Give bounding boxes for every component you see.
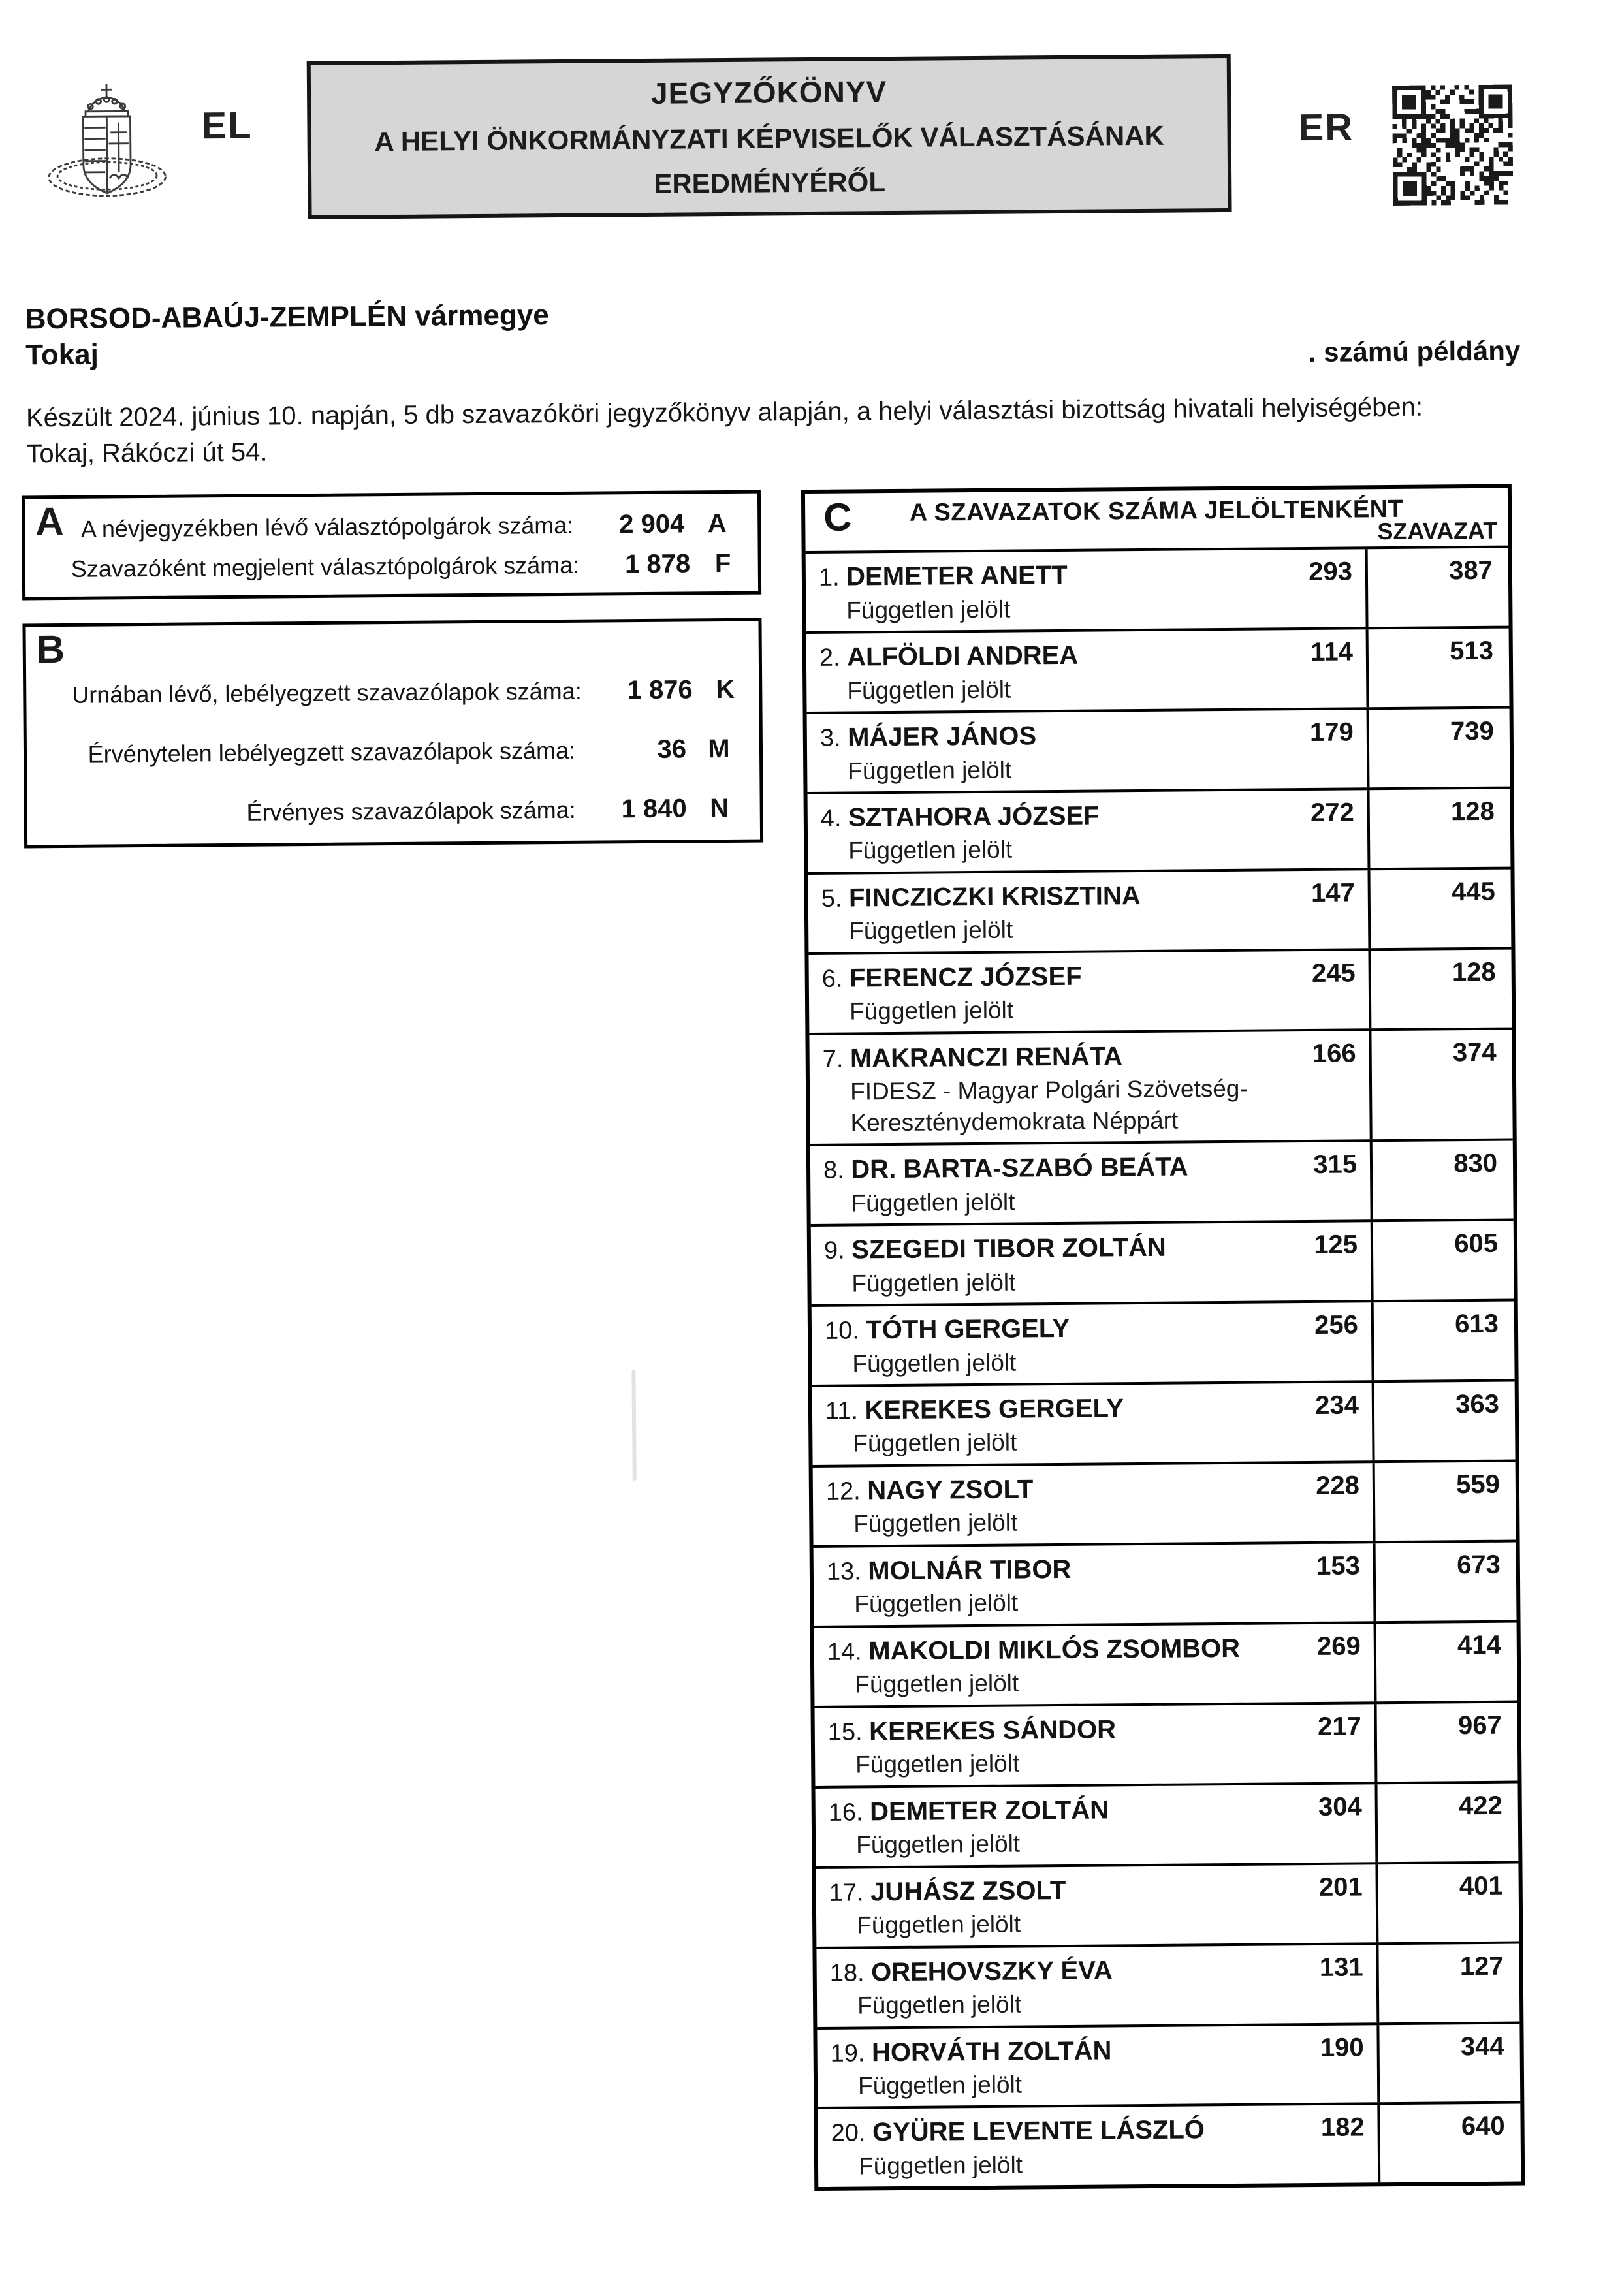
- candidate-info: [830, 1953, 1266, 2021]
- candidate-party: Független jelölt: [852, 1345, 1260, 1379]
- candidate-name: HORVÁTH ZOLTÁN: [872, 2036, 1112, 2067]
- candidate-left-number: 201: [1265, 1872, 1370, 1938]
- candidate-cell: [806, 629, 1369, 712]
- candidate-cell: [812, 1302, 1374, 1385]
- stat-label: Urnában lévő, lebélyegzett szavazólapok száma:: [72, 678, 582, 709]
- candidate-order-number: 10.: [825, 1317, 859, 1344]
- candidate-left-number: 114: [1255, 637, 1360, 702]
- stat-label: Érvényes szavazólapok száma:: [73, 796, 576, 828]
- candidate-cell: [816, 1864, 1378, 1947]
- candidate-party: Független jelölt: [856, 1827, 1264, 1861]
- page-title-line1: JEGYZŐKÖNYV: [651, 74, 887, 111]
- candidate-cell: [815, 1784, 1378, 1866]
- candidate-left-number: 234: [1261, 1391, 1366, 1456]
- candidate-party: Független jelölt: [848, 752, 1256, 786]
- candidate-left-number: 315: [1259, 1150, 1364, 1215]
- candidate-cell: [808, 951, 1371, 1033]
- candidate-party: Független jelölt: [857, 1987, 1265, 2021]
- candidate-left-number: 147: [1257, 878, 1362, 943]
- candidate-votes: 830: [1373, 1141, 1514, 1220]
- candidate-left-number: 245: [1258, 958, 1363, 1024]
- stat-code: N: [687, 794, 752, 824]
- candidate-name-line: [819, 638, 1255, 674]
- candidate-party: Független jelölt: [851, 1184, 1259, 1218]
- candidate-order-number: 19.: [831, 2039, 865, 2067]
- candidate-name-line: [827, 1632, 1263, 1667]
- box-b-letter: B: [36, 627, 65, 672]
- candidate-order-number: 20.: [831, 2120, 865, 2147]
- candidate-order-number: 17.: [829, 1879, 864, 1906]
- candidate-votes: 513: [1369, 629, 1510, 708]
- municipality-name: Tokaj: [25, 333, 549, 373]
- candidate-cell: [812, 1383, 1375, 1465]
- candidate-name-line: [830, 1953, 1265, 1989]
- stat-value: 1 878: [579, 549, 690, 579]
- candidate-party: Független jelölt: [853, 1505, 1262, 1539]
- candidate-cell: [815, 1704, 1378, 1786]
- candidate-left-number: 272: [1256, 798, 1361, 863]
- candidate-votes: 559: [1375, 1462, 1516, 1541]
- candidate-name-line: [824, 1231, 1260, 1266]
- candidate-cell: [808, 870, 1371, 952]
- candidate-name: JUHÁSZ ZSOLT: [870, 1876, 1066, 1906]
- stat-label: Szavazóként megjelent választópolgárok száma:: [71, 552, 580, 583]
- stat-code: F: [690, 549, 755, 579]
- candidate-info: [827, 1552, 1263, 1620]
- candidate-party: Független jelölt: [855, 1746, 1263, 1780]
- candidate-votes: 128: [1371, 949, 1512, 1028]
- candidate-party: Független jelölt: [846, 591, 1254, 625]
- stat-code: K: [693, 675, 758, 705]
- candidate-votes: 445: [1370, 869, 1511, 948]
- candidate-votes: 401: [1378, 1863, 1519, 1942]
- szavazat-column-header: SZAVAZAT: [1377, 517, 1497, 545]
- intro-paragraph: [26, 389, 1502, 473]
- stat-row: [71, 509, 750, 544]
- candidate-name-line: [825, 1312, 1260, 1347]
- candidate-name-line: [819, 558, 1254, 593]
- candidate-info: [823, 1039, 1259, 1139]
- candidate-left-number: 125: [1260, 1230, 1365, 1295]
- candidate-name: GYÜRE LEVENTE LÁSZLÓ: [872, 2116, 1205, 2147]
- candidate-left-number: 153: [1262, 1551, 1367, 1616]
- scan-artifact: [631, 1370, 636, 1481]
- candidate-name: KEREKES GERGELY: [865, 1394, 1124, 1424]
- candidate-left-number: 131: [1265, 1953, 1371, 2018]
- table-c-body: [806, 548, 1521, 2188]
- candidate-row: [806, 548, 1509, 631]
- candidate-left-number: 179: [1256, 717, 1361, 783]
- candidate-left-number: 217: [1263, 1712, 1369, 1777]
- candidate-info: [819, 638, 1256, 706]
- county-name: BORSOD-ABAÚJ-ZEMPLÉN vármegye: [25, 297, 549, 337]
- candidate-info: [823, 1151, 1260, 1219]
- candidate-votes: 344: [1379, 2024, 1520, 2103]
- candidate-party: Független jelölt: [857, 1907, 1265, 1941]
- candidate-party: Független jelölt: [847, 672, 1255, 706]
- candidate-info: [830, 2034, 1266, 2101]
- location-block: [25, 297, 550, 373]
- box-b: [22, 618, 763, 849]
- form-code-el: EL: [201, 104, 253, 148]
- candidate-row: [818, 2101, 1521, 2187]
- box-a: [22, 490, 761, 601]
- intro-line1: Készült 2024. június 10. napján, 5 db szavazóköri jegyzőkönyv alapján, a helyi választási bizottság hivatali helyiségében:: [26, 389, 1502, 437]
- candidate-name-line: [823, 1039, 1258, 1075]
- candidate-row: [809, 1027, 1512, 1144]
- candidate-row: [813, 1459, 1516, 1545]
- candidate-info: [821, 798, 1257, 866]
- box-b-rows: [25, 621, 760, 845]
- candidate-votes: 363: [1374, 1381, 1516, 1460]
- candidate-info: [825, 1312, 1261, 1379]
- candidate-order-number: 13.: [827, 1558, 861, 1585]
- candidate-votes: 739: [1369, 708, 1510, 787]
- candidate-order-number: 9.: [824, 1237, 845, 1265]
- candidate-votes: 414: [1376, 1622, 1517, 1701]
- document-title-box: [307, 54, 1232, 219]
- candidate-votes: 613: [1374, 1301, 1515, 1380]
- candidate-row: [814, 1620, 1517, 1705]
- candidate-name: OREHOVSZKY ÉVA: [871, 1956, 1113, 1987]
- candidate-name-line: [820, 719, 1256, 754]
- candidate-name-line: [830, 2034, 1265, 2069]
- candidate-row: [814, 1539, 1517, 1625]
- candidate-cell: [816, 1945, 1379, 2027]
- candidate-votes: 673: [1376, 1542, 1517, 1621]
- form-code-er: ER: [1298, 105, 1354, 149]
- candidate-name: TÓTH GERGELY: [866, 1314, 1070, 1344]
- stat-code: A: [684, 509, 750, 539]
- candidate-party: Független jelölt: [855, 1666, 1263, 1700]
- candidate-votes: 422: [1377, 1783, 1518, 1862]
- candidate-party: FIDESZ - Magyar Polgári Szövetség- Kereszténydemokrata Néppárt: [850, 1073, 1259, 1139]
- candidate-votes: 374: [1371, 1030, 1512, 1139]
- candidate-row: [812, 1298, 1515, 1384]
- page-title-line3: EREDMÉNYÉRŐL: [654, 166, 885, 200]
- qr-code: [1392, 85, 1513, 206]
- candidate-order-number: 14.: [827, 1638, 862, 1665]
- candidate-party: Független jelölt: [853, 1425, 1261, 1459]
- candidate-info: [819, 558, 1255, 626]
- candidate-name-line: [829, 1793, 1264, 1828]
- candidate-name-line: [828, 1712, 1263, 1748]
- candidate-row: [808, 947, 1512, 1032]
- candidate-name-line: [827, 1552, 1262, 1587]
- candidate-row: [808, 866, 1511, 952]
- candidate-party: Független jelölt: [848, 832, 1256, 866]
- candidate-info: [822, 959, 1258, 1027]
- stat-value: 1 876: [582, 675, 693, 705]
- candidate-name-line: [829, 1873, 1265, 1908]
- candidate-order-number: 3.: [820, 725, 841, 752]
- table-c-header: [805, 488, 1508, 554]
- candidate-cell: [814, 1543, 1376, 1626]
- hungarian-coat-of-arms-icon: [44, 78, 170, 223]
- candidate-cell: [813, 1463, 1376, 1545]
- candidate-name: NAGY ZSOLT: [867, 1475, 1033, 1505]
- candidate-cell: [814, 1624, 1377, 1706]
- candidate-info: [824, 1231, 1260, 1299]
- stat-row: [71, 549, 750, 584]
- candidate-party: Független jelölt: [859, 2148, 1267, 2182]
- candidate-name: DEMETER ZOLTÁN: [870, 1795, 1109, 1826]
- candidate-name: KEREKES SÁNDOR: [869, 1715, 1116, 1746]
- candidate-name-line: [823, 1151, 1259, 1186]
- candidate-cell: [806, 549, 1369, 631]
- candidate-order-number: 11.: [825, 1397, 858, 1424]
- candidate-party: Független jelölt: [851, 1265, 1260, 1298]
- candidate-info: [826, 1471, 1262, 1539]
- candidate-name: MAKRANCZI RENÁTA: [850, 1042, 1122, 1073]
- candidate-order-number: 15.: [828, 1718, 863, 1746]
- candidate-name: MOLNÁR TIBOR: [868, 1555, 1071, 1585]
- candidate-row: [808, 786, 1511, 872]
- candidate-info: [825, 1391, 1262, 1459]
- candidate-info: [827, 1632, 1263, 1700]
- candidate-row: [815, 1700, 1518, 1785]
- stat-code: M: [686, 734, 752, 764]
- candidate-row: [812, 1379, 1516, 1464]
- candidate-row: [815, 1780, 1518, 1866]
- candidate-info: [829, 1873, 1265, 1941]
- candidate-order-number: 6.: [822, 965, 843, 992]
- candidate-name-line: [821, 798, 1256, 834]
- candidate-name: SZEGEDI TIBOR ZOLTÁN: [851, 1233, 1166, 1265]
- candidate-row: [817, 2021, 1520, 2107]
- candidate-order-number: 4.: [821, 804, 842, 832]
- candidate-left-number: 182: [1266, 2113, 1371, 2178]
- table-c: [801, 484, 1525, 2192]
- candidate-party: Független jelölt: [854, 1586, 1262, 1620]
- candidate-cell: [810, 1142, 1373, 1224]
- stat-value: 2 904: [573, 509, 684, 539]
- candidate-party: Független jelölt: [850, 993, 1258, 1027]
- candidate-cell: [817, 2025, 1380, 2107]
- candidate-order-number: 12.: [826, 1477, 861, 1505]
- candidate-cell: [807, 710, 1370, 792]
- candidate-name: MÁJER JÁNOS: [848, 721, 1036, 751]
- candidate-cell: [809, 1031, 1372, 1144]
- table-c-title: A SZAVAZATOK SZÁMA JELÖLTENKÉNT: [805, 488, 1508, 528]
- candidate-votes: 967: [1377, 1703, 1518, 1782]
- candidate-order-number: 1.: [819, 564, 840, 591]
- stat-row: [73, 794, 752, 828]
- stat-label: Érvénytelen lebélyegzett szavazólapok száma:: [72, 737, 575, 768]
- candidate-votes: 640: [1380, 2104, 1521, 2183]
- box-a-letter: A: [35, 499, 64, 544]
- box-a-rows: [25, 494, 758, 597]
- candidate-row: [806, 626, 1510, 712]
- candidate-left-number: 269: [1263, 1631, 1368, 1697]
- candidate-row: [807, 706, 1510, 791]
- candidate-order-number: 2.: [819, 644, 840, 672]
- candidate-cell: [818, 2105, 1380, 2188]
- candidate-name: DEMETER ANETT: [846, 561, 1068, 591]
- candidate-name-line: [825, 1391, 1261, 1426]
- candidate-votes: 128: [1370, 789, 1511, 868]
- candidate-row: [816, 1941, 1519, 2026]
- candidate-order-number: 8.: [823, 1157, 844, 1184]
- candidate-left-number: 304: [1264, 1792, 1369, 1857]
- candidate-info: [821, 879, 1258, 947]
- candidate-left-number: 228: [1262, 1471, 1367, 1536]
- page-title-line2: A HELYI ÖNKORMÁNYZATI KÉPVISELŐK VÁLASZTÁSÁNAK: [374, 120, 1164, 157]
- candidate-info: [829, 1793, 1265, 1861]
- candidate-order-number: 16.: [829, 1799, 863, 1826]
- candidate-cell: [811, 1222, 1374, 1304]
- candidate-name: SZTAHORA JÓZSEF: [848, 801, 1100, 832]
- stat-label: A névjegyzékben lévő választópolgárok száma:: [71, 512, 573, 543]
- candidate-name: FERENCZ JÓZSEF: [850, 962, 1082, 993]
- intro-line2: Tokaj, Rákóczi út 54.: [26, 425, 1502, 473]
- candidate-left-number: 166: [1258, 1039, 1363, 1135]
- candidate-name-line: [822, 959, 1258, 994]
- candidate-name: FINCZICZKI KRISZTINA: [849, 881, 1141, 913]
- candidate-party: Független jelölt: [849, 913, 1257, 947]
- stat-value: 1 840: [576, 794, 687, 824]
- candidate-name-line: [826, 1471, 1262, 1507]
- candidate-row: [811, 1219, 1514, 1304]
- candidate-name-line: [831, 2114, 1266, 2149]
- candidate-votes: 127: [1378, 1943, 1519, 2022]
- candidate-party: Független jelölt: [858, 2068, 1266, 2101]
- candidate-info: [820, 719, 1256, 787]
- candidate-order-number: 7.: [823, 1045, 844, 1073]
- candidate-left-number: 256: [1260, 1310, 1365, 1376]
- candidate-name: MAKOLDI MIKLÓS ZSOMBOR: [868, 1634, 1240, 1665]
- candidate-order-number: 18.: [830, 1959, 865, 1987]
- candidate-row: [810, 1139, 1514, 1224]
- candidate-left-number: 190: [1265, 2033, 1371, 2098]
- candidate-name: ALFÖLDI ANDREA: [847, 641, 1078, 672]
- candidate-left-number: 293: [1254, 557, 1359, 622]
- candidate-info: [828, 1712, 1264, 1780]
- candidate-order-number: 5.: [821, 885, 842, 912]
- table-c-letter: C: [823, 494, 852, 539]
- candidate-name-line: [821, 879, 1257, 914]
- candidate-row: [816, 1861, 1519, 1946]
- candidate-votes: 387: [1368, 548, 1509, 627]
- stat-row: [72, 734, 752, 769]
- candidate-votes: 605: [1373, 1221, 1514, 1300]
- copy-number-label: . számú példány: [1309, 335, 1521, 368]
- candidate-info: [831, 2114, 1267, 2182]
- stat-row: [72, 675, 751, 710]
- candidate-name: DR. BARTA-SZABÓ BEÁTA: [851, 1152, 1188, 1184]
- candidate-cell: [808, 790, 1371, 872]
- stat-value: 36: [575, 734, 686, 764]
